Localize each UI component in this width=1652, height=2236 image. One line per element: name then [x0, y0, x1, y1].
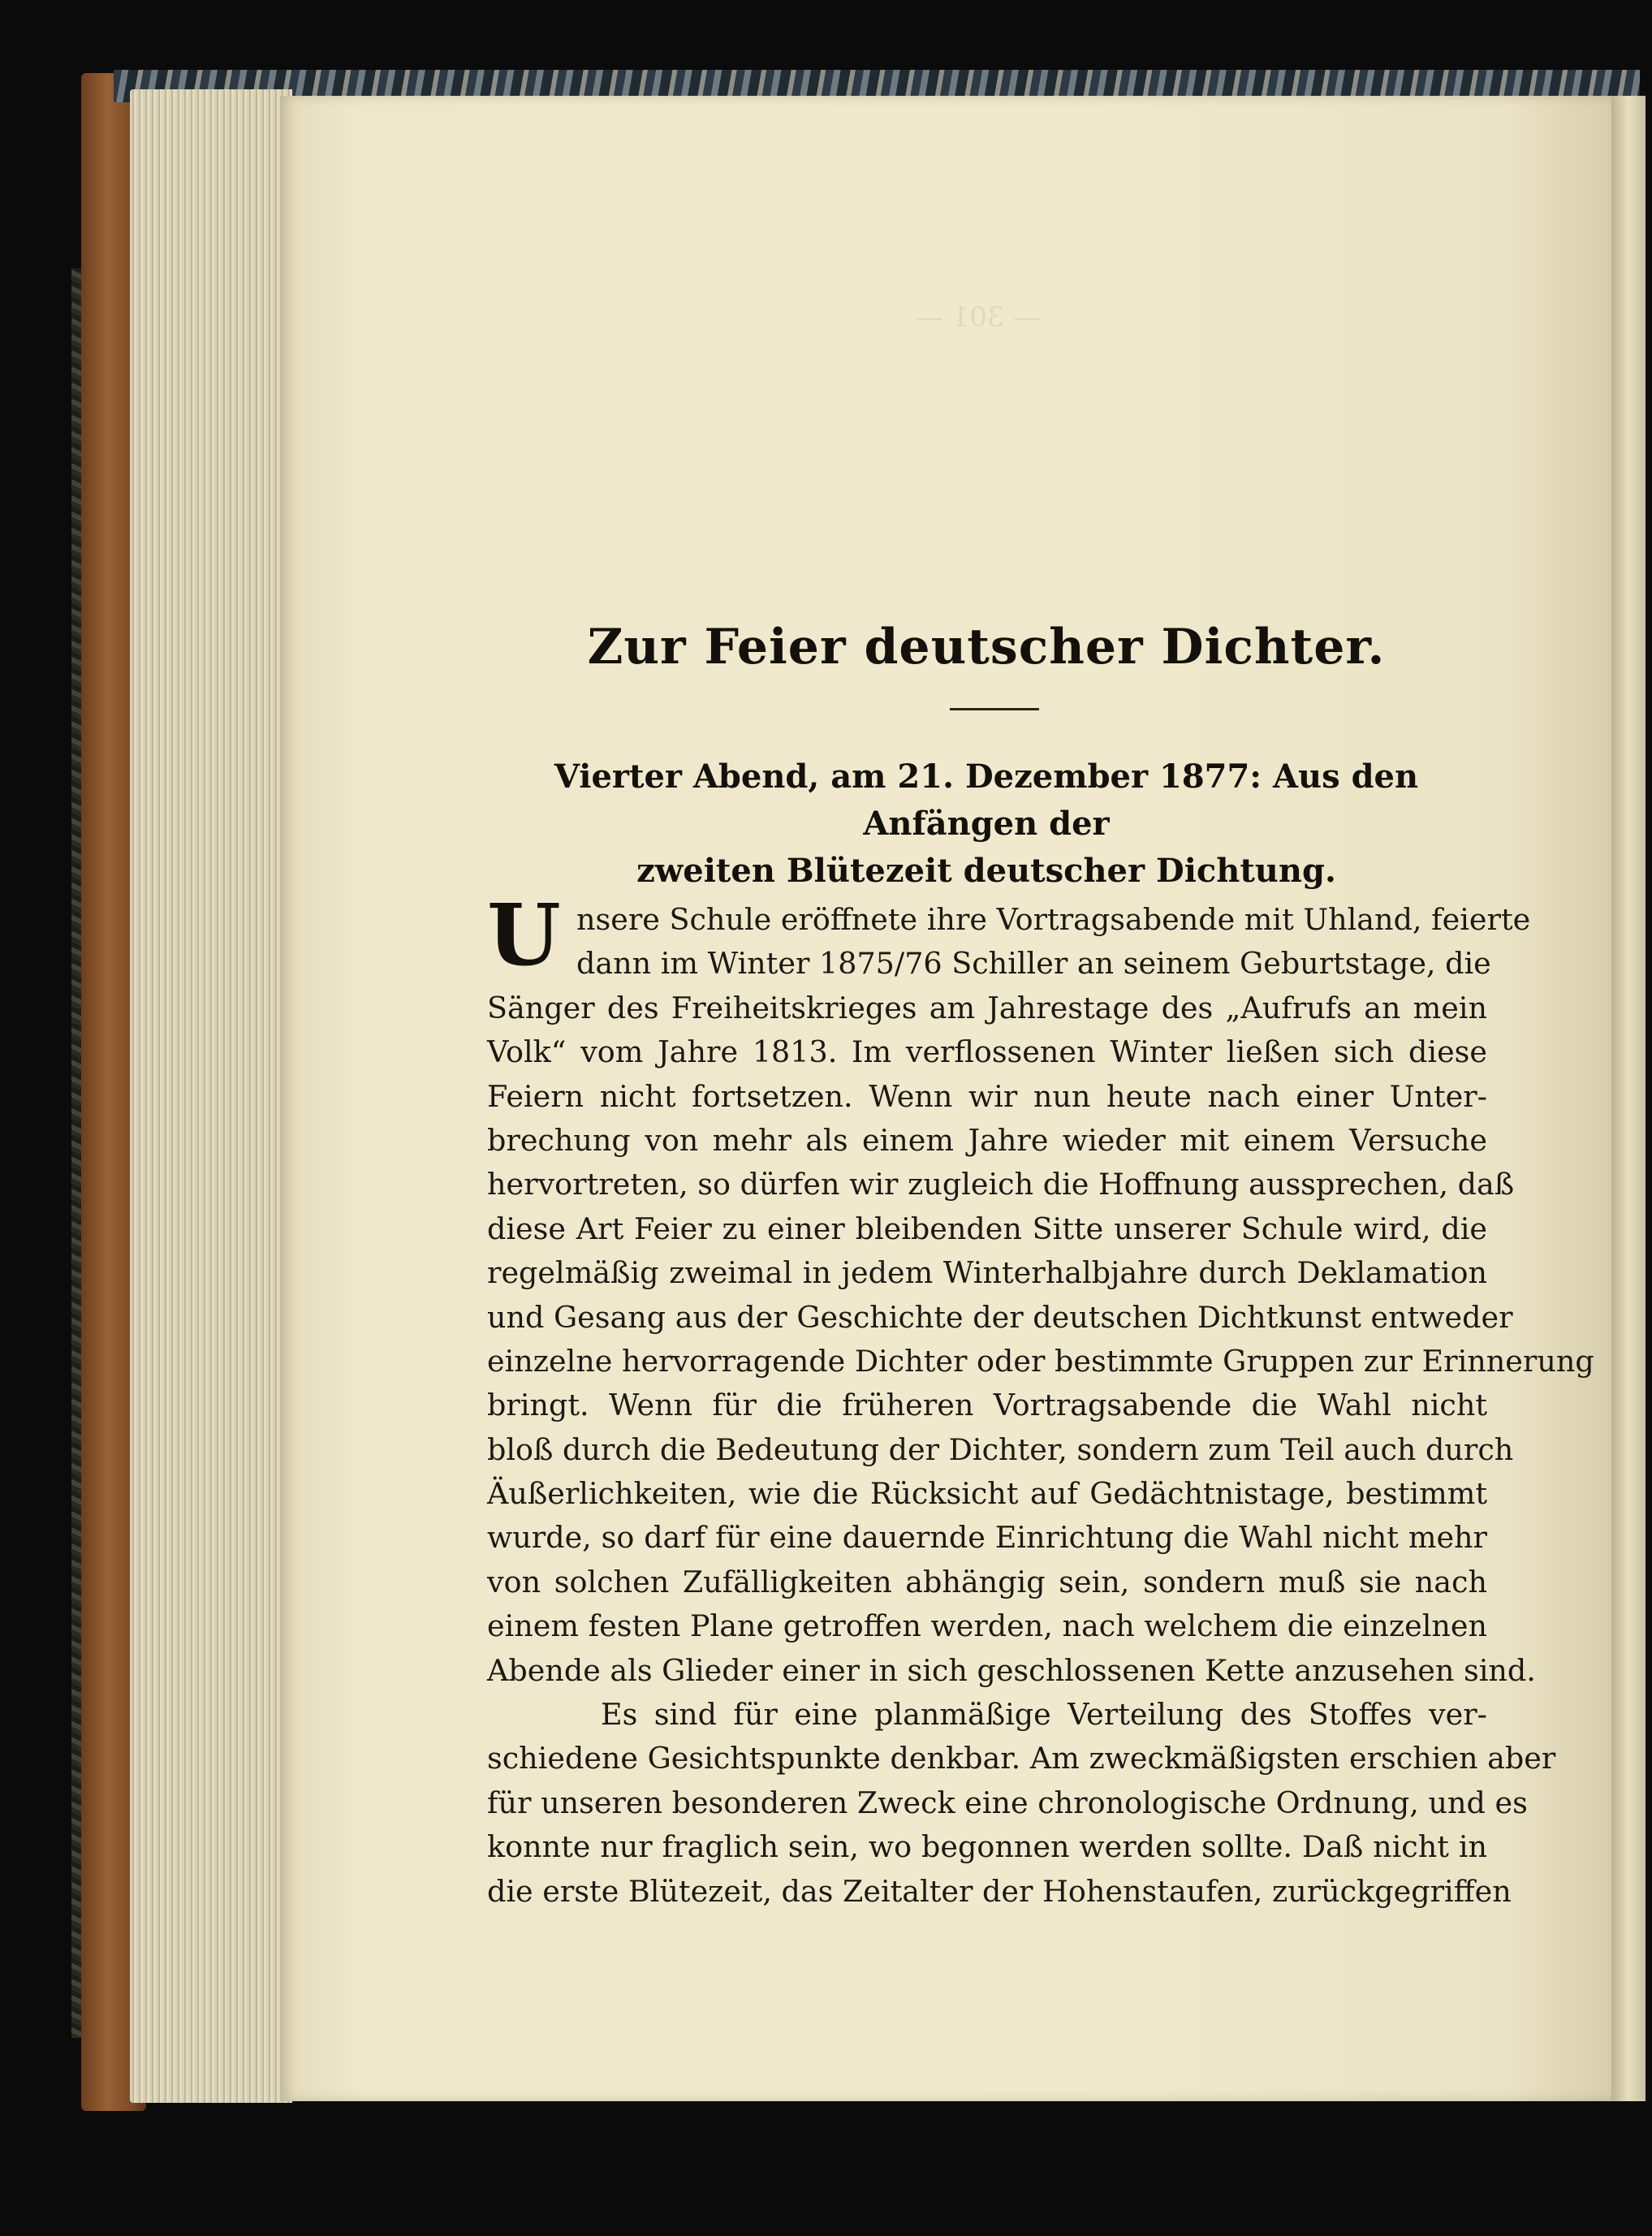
body-line: Es sind für eine planmäßige Verteilung des Stoffes ver-: [601, 1697, 1487, 1733]
body-line: für unseren besonderen Zweck eine chronologische Ordnung, und es: [487, 1785, 1528, 1820]
body-line: Abende als Glieder einer in sich geschlossenen Kette anzusehen sind.: [487, 1652, 1536, 1688]
body-line: brechung von mehr als einem Jahre wieder mit einem Versuche: [487, 1122, 1487, 1158]
body-line: einem festen Plane getroffen werden, nach welchem die einzelnen: [487, 1608, 1487, 1644]
body-line: konnte nur fraglich sein, wo begonnen werden sollte. Daß nicht in: [487, 1829, 1487, 1865]
body-line: und Gesang aus der Geschichte der deutschen Dichtkunst entweder: [487, 1299, 1513, 1335]
title-divider: [950, 708, 1039, 710]
body-line: Feiern nicht fortsetzen. Wenn wir nun heute nach einer Unter-: [487, 1078, 1487, 1114]
subtitle-line-1: Vierter Abend, am 21. Dezember 1877: Aus den Anfängen der: [554, 758, 1419, 843]
body-line: Sänger des Freiheitskrieges am Jahrestage des „Aufrufs an mein: [487, 990, 1487, 1025]
body-text: [487, 898, 1594, 1914]
body-line: nsere Schule eröffnete ihre Vortragsabende mit Uhland, feierte: [576, 902, 1531, 937]
body-line: Volk“ vom Jahre 1813. Im verflossenen Winter ließen sich diese: [487, 1034, 1487, 1070]
subtitle-line-2: zweiten Blütezeit deutscher Dichtung.: [636, 852, 1336, 890]
drop-cap: U: [487, 885, 561, 985]
page-title: Zur Feier deutscher Dichter.: [587, 619, 1386, 676]
subtitle: [487, 753, 1486, 895]
body-line: wurde, so darf für eine dauernde Einrichtung die Wahl nicht mehr: [487, 1520, 1487, 1556]
body-line: von solchen Zufälligkeiten abhängig sein, sondern muß sie nach: [487, 1564, 1487, 1599]
body-line: Äußerlichkeiten, wie die Rücksicht auf Gedächtnistage, bestimmt: [487, 1476, 1487, 1512]
body-line: bringt. Wenn für die früheren Vortragsabende die Wahl nicht: [487, 1388, 1487, 1423]
body-line: schiedene Gesichtspunkte denkbar. Am zweckmäßigsten erschien aber: [487, 1741, 1556, 1776]
body-line: hervortreten, so dürfen wir zugleich die Hoffnung aussprechen, daß: [487, 1167, 1515, 1202]
body-line: regelmäßig zweimal in jedem Winterhalbjahre durch Deklamation: [487, 1255, 1487, 1291]
facing-page-edge: [1611, 96, 1646, 2101]
body-line: diese Art Feier zu einer bleibenden Sitte unserer Schule wird, die: [487, 1211, 1487, 1246]
body-line: einzelne hervorragende Dichter oder bestimmte Gruppen zur Erinnerung: [487, 1343, 1594, 1379]
ghost-page-number: — 301 —: [915, 301, 1042, 334]
body-line: bloß durch die Bedeutung der Dichter, sondern zum Teil auch durch: [487, 1431, 1514, 1467]
body-line: die erste Blütezeit, das Zeitalter der Hohenstaufen, zurückgegriffen: [487, 1873, 1512, 1909]
show-through-text: [471, 252, 1486, 383]
body-line: dann im Winter 1875/76 Schiller an seinem Geburtstage, die: [576, 946, 1491, 982]
page-edges: [130, 89, 292, 2103]
